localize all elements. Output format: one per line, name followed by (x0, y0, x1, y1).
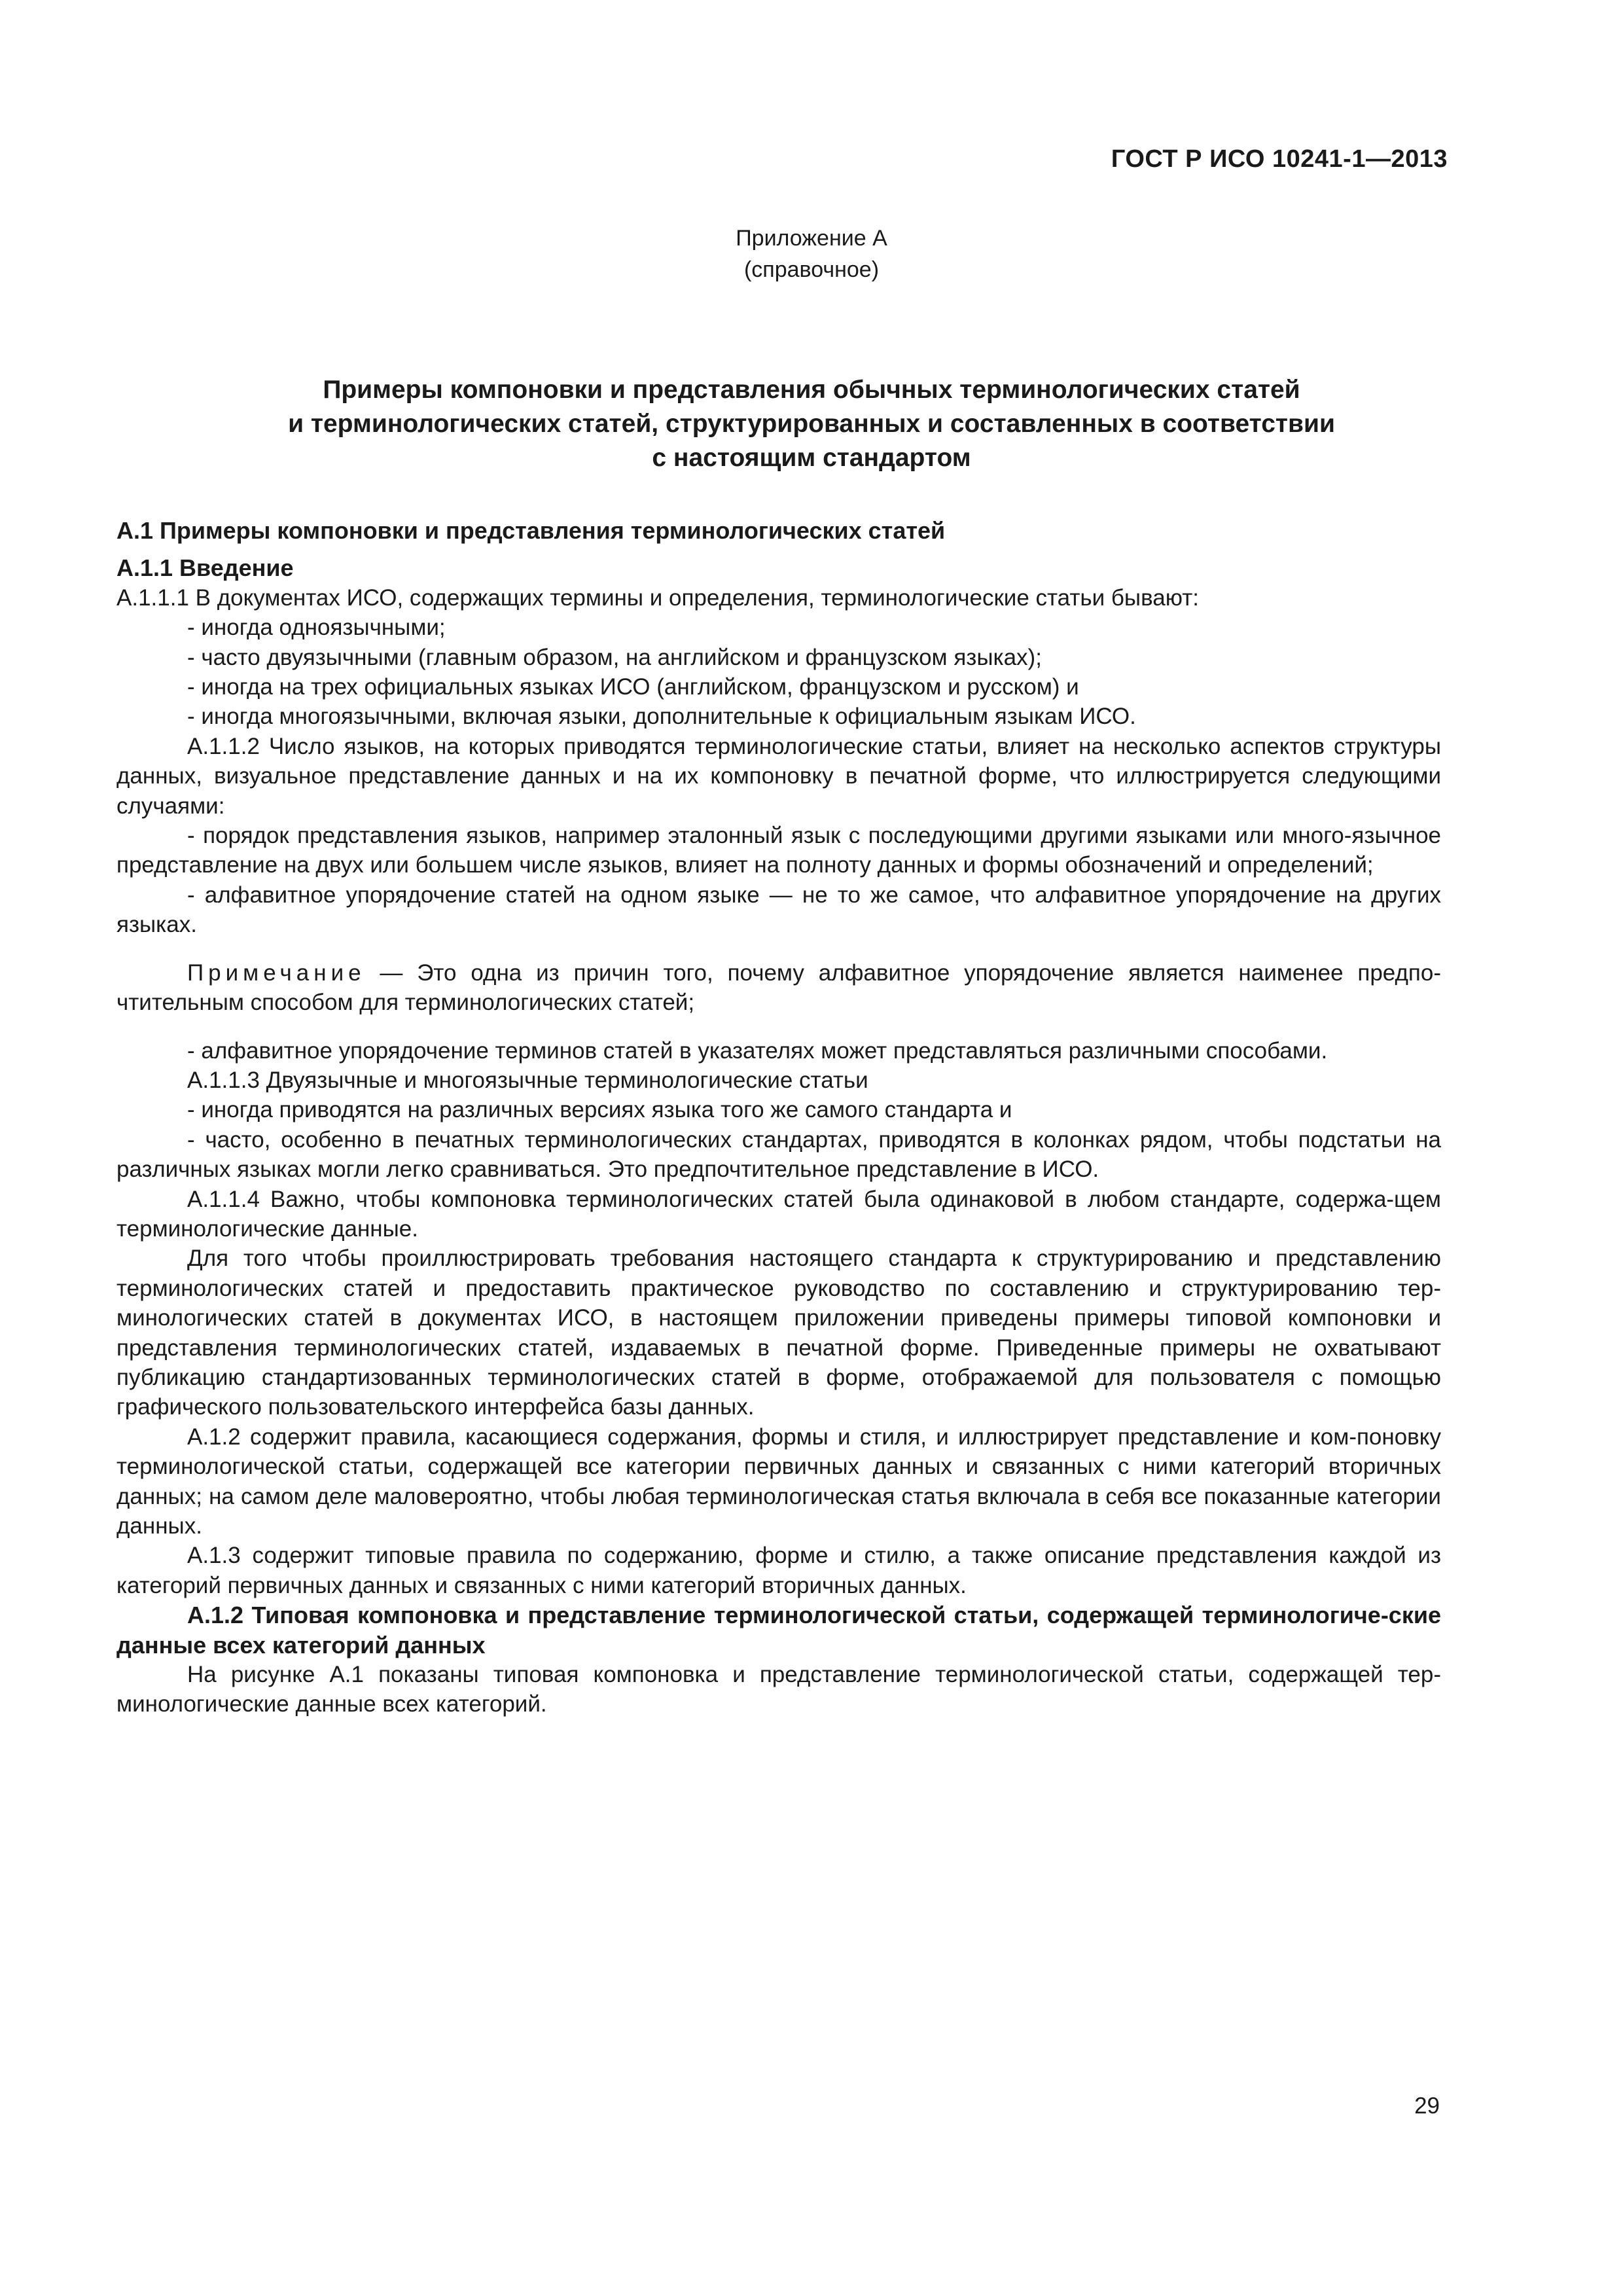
paragraph-a12-reference: А.1.2 содержит правила, касающиеся содержания, формы и стиля, и иллюстрирует представление и ком-поновку терминологической статьи, содержащей все категории первичных данных и связанных с ними категорий вторичных данных; на самом деле маловероятно, чтобы любая терминологическая статья включала в себя все показанные категории данных. (116, 1424, 1441, 1539)
paragraph-figure-reference: На рисунке А.1 показаны типовая компоновка и представление терминологической статьи, содержащей тер-минологические данные всех категорий. (116, 1662, 1441, 1717)
paragraph-a13-reference: А.1.3 содержит типовые правила по содержанию, форме и стилю, а также описание представления каждой из категорий первичных данных и связанных с ними категорий вторичных данных. (116, 1543, 1441, 1598)
list-item: - порядок представления языков, например эталонный язык с последующими другими языками или много-язычное представление на двух или большем числе языков, влияет на полноту данных и формы обозначений и определений; (116, 823, 1441, 878)
appendix-title (203, 373, 1420, 475)
title-line-1: Примеры компоновки и представления обычных терминологических статей (323, 376, 1300, 404)
section-heading-a11: А.1.1 Введение (116, 554, 294, 582)
appendix-label: Приложение А (736, 226, 887, 251)
page-number: 29 (1414, 2093, 1440, 2119)
title-line-2: и терминологических статей, структурированных и составленных в соответствии (288, 410, 1335, 438)
list-item: - иногда приводятся на различных версиях языка того же самого стандарта и (187, 1097, 1012, 1123)
paragraph-a114: А.1.1.4 Важно, чтобы компоновка терминологических статей была одинаковой в любом стандарте, содержа-щем терминологические данные. (116, 1186, 1441, 1242)
note-text: — Это одна из причин того, почему алфавитное упорядочение является наименее предпо-чтительным способом для терминологических статей; (116, 960, 1441, 1016)
title-line-3: с настоящим стандартом (652, 444, 971, 472)
list-item: - иногда на трех официальных языках ИСО (английском, французском и русском) и (187, 674, 1079, 700)
list-item: - часто двуязычными (главным образом, на английском и французском языках); (187, 644, 1042, 670)
paragraph-a113: А.1.1.3 Двуязычные и многоязычные терминологические статьи (187, 1067, 868, 1093)
note-label: Примечание (187, 960, 366, 986)
paragraph-a112: А.1.1.2 Число языков, на которых приводятся терминологические статьи, влияет на несколько аспектов структуры данных, визуальное представление данных и на их компоновку в печатной форме, что иллюстрируется следующими случаями: (116, 733, 1441, 819)
section-heading-a12: А.1.2 Типовая компоновка и представление терминологической статьи, содержащей терминологиче-ские данные всех категорий данных (116, 1602, 1441, 1659)
paragraph-a111: А.1.1.1 В документах ИСО, содержащих термины и определения, терминологические статьи бывают: (116, 584, 1199, 611)
list-item: - часто, особенно в печатных терминологических стандартах, приводятся в колонках рядом, чтобы подстатьи на различных языках могли легко сравниваться. Это предпочтительное представление в ИСО. (116, 1126, 1441, 1183)
document-body (116, 516, 1441, 1719)
list-item: - алфавитное упорядочение терминов статей в указателях может представляться различными способами. (187, 1037, 1328, 1064)
list-item: - иногда одноязычными; (187, 615, 446, 641)
appendix-status: (справочное) (743, 257, 880, 282)
section-heading-a1: А.1 Примеры компоновки и представления терминологических статей (116, 517, 946, 544)
list-item: - иногда многоязычными, включая языки, дополнительные к официальным языкам ИСО. (187, 704, 1136, 730)
note-paragraph (116, 958, 1441, 1018)
appendix-heading (0, 223, 1623, 285)
document-code: ГОСТ Р ИСО 10241-1—2013 (1111, 145, 1448, 173)
paragraph-purpose: Для того чтобы проиллюстрировать требования настоящего стандарта к структурированию и представлению терминологических статей и предоставить практическое руководство по составлению и структурированию тер-минологических статей в документах ИСО, в настоящем приложении приведены примеры типовой компоновки и представления терминологических статей, издаваемых в печатной форме. Приведенные примеры не охватывают публикацию стандартизованных терминологических статей в форме, отображаемой для пользователя с помощью графического пользовательского интерфейса базы данных. (116, 1246, 1441, 1420)
list-item: - алфавитное упорядочение статей на одном языке — не то же самое, что алфавитное упорядочение на других языках. (116, 882, 1441, 938)
